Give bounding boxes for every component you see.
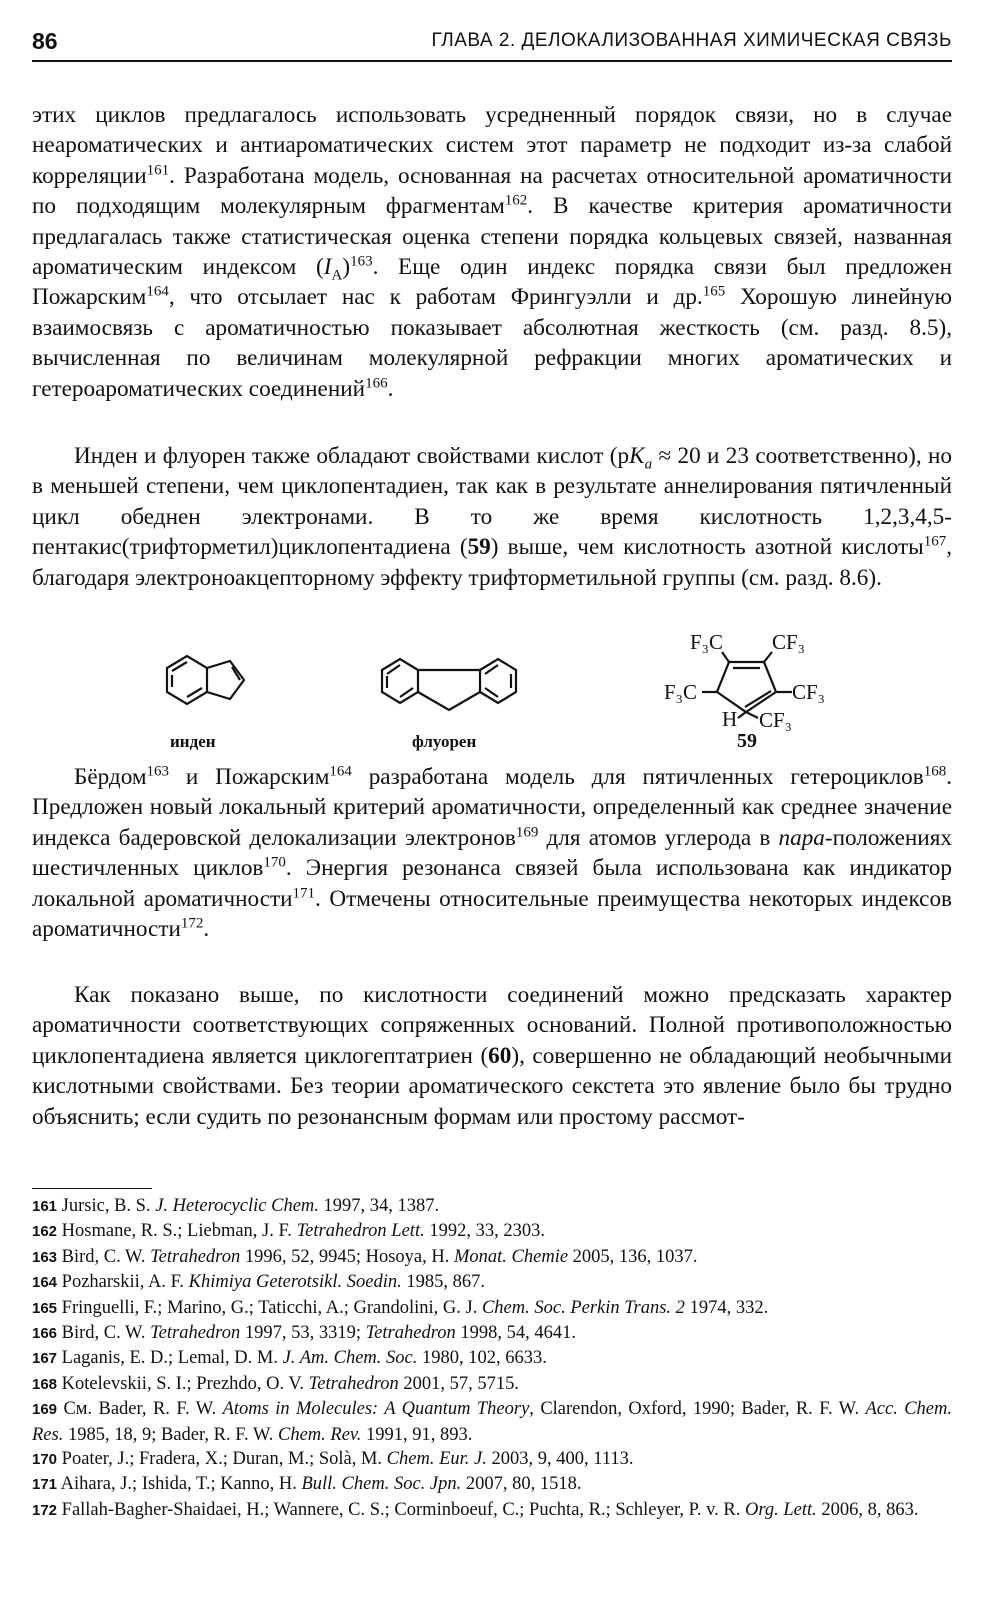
footnote-number: 172: [32, 1501, 58, 1519]
footnote: [32, 1321, 952, 1346]
reference-163: 163: [146, 763, 170, 780]
text-span: Fringuelli, F.; Marino, G.; Taticchi, A.; Grandolini, G. J.: [61, 1297, 482, 1318]
aromatic-index-symbol: I: [323, 254, 332, 281]
text-span: 2003, 9, 400, 1113.: [486, 1449, 634, 1470]
text-span: . Энергия резонанса связей была использована как индикатор локальной ароматичности: [32, 855, 952, 912]
text-span: . Предложен новый локальный критерий ароматичности, определенный как среднее значение индекса бадеровской делокализации электронов: [32, 764, 953, 851]
text-span: для атомов углерода в: [538, 824, 779, 851]
text-span: Hosmane, R. S.; Liebman, J. F.: [61, 1221, 297, 1242]
reference-169: 169: [515, 824, 539, 841]
text-span: 1985, 867.: [401, 1272, 485, 1293]
footnote-number: 171: [32, 1476, 58, 1494]
journal-title: Khimiya Geterotsikl. Soedin.: [188, 1272, 402, 1293]
compound-number-60: 60: [488, 1042, 512, 1069]
reference-172: 172: [180, 915, 204, 932]
reference-167: 167: [923, 533, 947, 550]
pka-subscript: a: [644, 456, 653, 473]
text-span: Bird, C. W.: [61, 1323, 151, 1344]
journal-title: Tetrahedron: [150, 1323, 241, 1344]
page-number: 86: [32, 28, 58, 54]
running-head: ГЛАВА 2. ДЕЛОКАЛИЗОВАННАЯ ХИМИЧЕСКАЯ СВЯЗЬ: [431, 30, 952, 51]
f3c-left-label: F₃C: [664, 680, 698, 704]
paragraph-1: [32, 100, 952, 404]
reference-163: 163: [350, 253, 373, 270]
text-span: 1998, 54, 4641.: [455, 1323, 576, 1344]
paragraph-2: [32, 441, 952, 593]
footnote: [32, 1270, 952, 1295]
journal-title: Tetrahedron: [365, 1323, 456, 1344]
reference-162: 162: [504, 192, 528, 209]
text-span: 2006, 8, 863.: [816, 1499, 919, 1520]
text-span: 1974, 332.: [684, 1297, 769, 1318]
reference-161: 161: [146, 162, 170, 179]
para-italic: пара: [778, 824, 825, 851]
text-span: 2005, 136, 1037.: [568, 1246, 698, 1267]
reference-164: 164: [329, 763, 352, 780]
journal-title: Chem. Soc. Perkin Trans. 2: [481, 1297, 685, 1318]
footnotes: [32, 1194, 952, 1523]
pka-symbol: K: [629, 443, 645, 469]
text-span: 1991, 91, 893.: [361, 1424, 473, 1445]
cf3-right-label: CF₃: [792, 680, 826, 704]
cf3-bottom-label: CF₃: [759, 708, 793, 732]
text-span: Fallah-Bagher-Shaidaei, H.; Wannere, C. S.; Corminboeuf, C.; Puchta, R.; Schleyer, P. v. R.: [61, 1499, 745, 1520]
label-fluorene: флуорен: [412, 732, 477, 751]
text-span: , благодаря электроноакцепторному эффекту трифторметильной группы (см. разд. 8.6).: [32, 534, 952, 591]
reference-170: 170: [263, 854, 286, 871]
text-span: Как показано выше, по кислотности соединений можно предсказать характер ароматичности соответствующих сопряженных оснований. Полной противоположностью циклопентадиена является циклогептатриен (: [32, 982, 952, 1069]
footnote: [32, 1245, 952, 1270]
footnote-separator: [32, 1188, 152, 1189]
text-span: . В качестве критерия ароматичности предлагалась также статистическая оценка степени порядка кольцевых связей, названная ароматическим индексом (: [32, 193, 952, 281]
journal-title: Monat. Chemie: [453, 1246, 569, 1267]
fluorene-structure: [382, 659, 516, 710]
f3c-top-label: F₃C: [690, 630, 724, 654]
text-span: ), совершенно не обладающий необычными кислотными свойствами. Без теории ароматического секстета это явление было бы трудно объяснить; если судить по резонансным формам или простому рассмот-: [32, 1042, 953, 1130]
text-span: Хорошую линейную взаимосвязь с ароматичностью показывает абсолютная жесткость (см. разд. 8.5), вычисленная по величинам молекулярной рефракции многих ароматических и гетероароматических соединений: [32, 284, 952, 402]
journal-title: Tetrahedron: [308, 1373, 399, 1394]
footnote-number: 167: [32, 1350, 58, 1368]
text-span: Aihara, J.; Ishida, T.; Kanno, H.: [60, 1474, 302, 1495]
footnote: [32, 1397, 952, 1447]
reference-171: 171: [292, 884, 316, 901]
footnote: [32, 1498, 952, 1523]
journal-title: J. Am. Chem. Soc.: [282, 1348, 418, 1369]
label-compound-59: 59: [737, 730, 757, 752]
footnote-number: 162: [32, 1223, 58, 1241]
text-span: . Разработана модель, основанная на расчетах относительной ароматичности по подходящим молекулярным фрагментам: [32, 162, 952, 220]
paragraph-4: [32, 980, 952, 1132]
text-span: и Пожарским: [169, 764, 330, 790]
indene-structure: [167, 656, 244, 704]
footnote: [32, 1372, 952, 1397]
text-span: этих циклов предлагалось использовать усредненный порядок связи, но в случае неароматических и антиароматических систем этот параметр не подходит из-за слабой корреляции: [32, 102, 952, 189]
reference-166: 166: [365, 374, 388, 391]
hydrogen-label: H: [722, 707, 738, 731]
text-span: . Отмечены относительные преимущества некоторых индексов ароматичности: [32, 885, 952, 943]
journal-title: J. Heterocyclic Chem.: [155, 1196, 319, 1216]
text-span: 2007, 80, 1518.: [461, 1474, 582, 1495]
reference-165: 165: [702, 283, 726, 300]
text-span: Jursic, B. S.: [61, 1196, 156, 1216]
text-span: , Clarendon, Oxford, 1990; Bader, R. F. W.: [529, 1399, 866, 1420]
text-span: разработана модель для пятичленных гетероциклов: [351, 764, 924, 790]
journal-title: Acc. Chem. Res.: [32, 1399, 952, 1445]
journal-title: Chem. Rev.: [278, 1424, 362, 1445]
cf3-top-label: CF₃: [772, 630, 806, 654]
text-span: 2001, 57, 5715.: [398, 1373, 520, 1394]
footnote-number: 165: [32, 1299, 58, 1317]
text-span: 1985, 18, 9; Bader, R. F. W.: [63, 1424, 278, 1445]
paragraph-3: [32, 762, 952, 944]
footnote-number: 161: [32, 1198, 58, 1215]
footnote-number: 168: [32, 1375, 58, 1393]
text-span: 1992, 33, 2303.: [424, 1221, 545, 1242]
text-span: ≈ 20 и 23 соответственно), но в меньшей степени, чем циклопентадиен, так как в результате аннелирования пятичленный цикл обеднен электронами. В то же время кислотность 1,2,3,4,5-пентакис(трифторметил)циклопентадиена (: [32, 443, 952, 561]
footnote: [32, 1472, 952, 1497]
text-span: Bird, C. W.: [61, 1246, 151, 1267]
structures-figure: [32, 630, 952, 760]
text-span: 1980, 102, 6633.: [417, 1348, 547, 1369]
journal-title: Tetrahedron: [150, 1246, 241, 1267]
journal-title: Chem. Eur. J.: [386, 1449, 487, 1470]
text-span: Инден и флуорен также обладают свойствами кислот (p: [74, 443, 630, 469]
text-span: См. Bader, R. F. W.: [63, 1399, 223, 1420]
footnote-number: 163: [32, 1248, 58, 1266]
text-span: -положениях шестичленных циклов: [32, 824, 952, 882]
label-indene: инден: [170, 732, 216, 751]
reference-168: 168: [923, 763, 947, 780]
text-span: 1997, 53, 3319;: [240, 1323, 366, 1344]
footnote-number: 170: [32, 1451, 58, 1469]
footnote-number: 164: [32, 1274, 58, 1292]
footnote-number: 166: [32, 1325, 58, 1343]
footnote: [32, 1219, 952, 1244]
journal-title: Atoms in Molecules: A Quantum Theory: [222, 1399, 530, 1420]
text-span: .: [387, 375, 394, 402]
text-span: Laganis, E. D.; Lemal, D. M.: [61, 1348, 283, 1369]
text-span: ) выше, чем кислотность азотной кислоты: [490, 534, 924, 561]
reference-164: 164: [146, 283, 169, 300]
compound-number-59: 59: [467, 534, 491, 561]
text-span: ): [342, 254, 351, 281]
footnote: [32, 1296, 952, 1321]
page-header: [32, 24, 952, 62]
journal-title: Org. Lett.: [745, 1499, 817, 1520]
footnote: [32, 1346, 952, 1371]
text-span: Kotelevskii, S. I.; Prezhdo, O. V.: [61, 1373, 309, 1394]
text-span: 1997, 34, 1387.: [318, 1196, 440, 1216]
text-span: Pozharskii, A. F.: [61, 1272, 189, 1293]
text-span: , что отсылает нас к работам Фрингуэлли и др.: [168, 284, 703, 311]
text-span: Poater, J.; Fradera, X.; Duran, M.; Solà, M.: [61, 1449, 387, 1470]
text-span: . Еще один индекс порядка связи был предложен Пожарским: [32, 254, 952, 311]
footnote: [32, 1447, 952, 1472]
text-span: .: [203, 916, 210, 943]
footnote-number: 169: [32, 1401, 58, 1419]
text-span: 1996, 52, 9945; Hosoya, H.: [240, 1246, 454, 1267]
text-span: Бёрдом: [74, 764, 147, 790]
journal-title: Tetrahedron Lett.: [296, 1221, 425, 1242]
aromatic-index-subscript: A: [331, 267, 343, 284]
journal-title: Bull. Chem. Soc. Jpn.: [301, 1474, 462, 1495]
footnote: [32, 1194, 952, 1219]
